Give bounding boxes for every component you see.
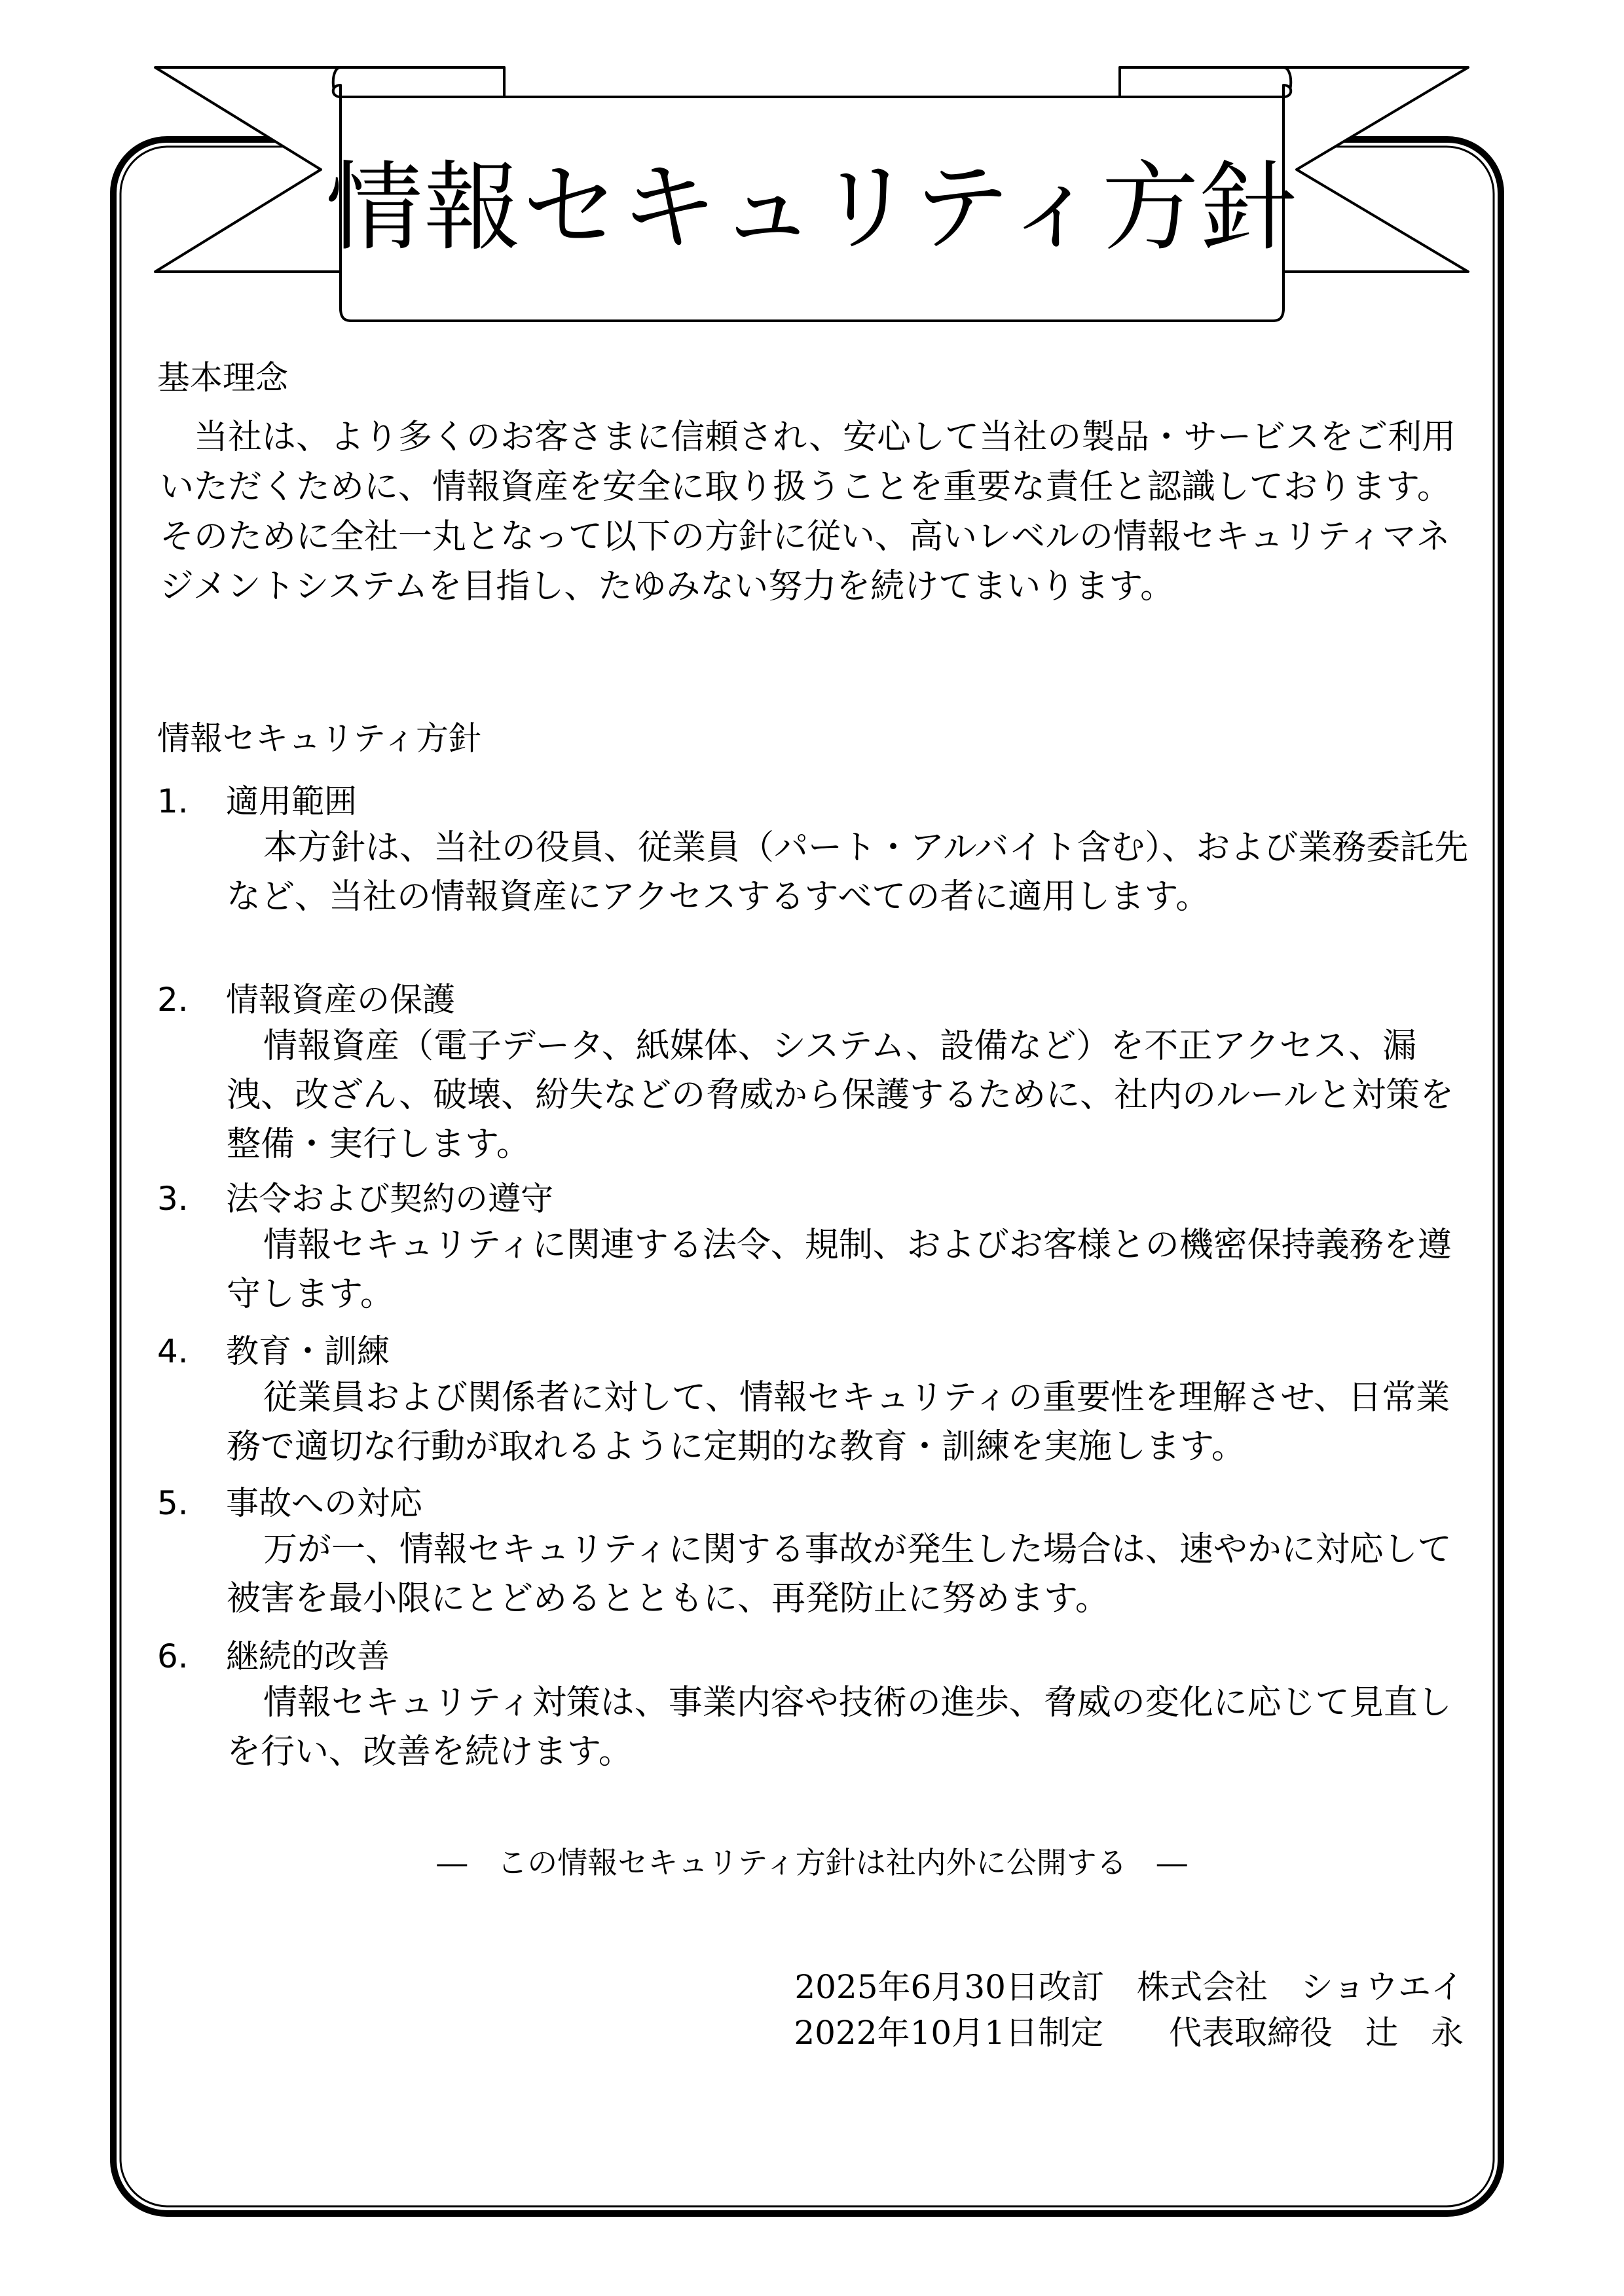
- policy-item-text: 情報セキュリティ対策は、事業内容や技術の進歩、脅威の変化に応じて見直しを行い、改善を続けます。: [227, 1683, 1452, 1772]
- revision-line: 2025年6月30日改訂 株式会社 ショウエイ: [794, 1968, 1464, 2006]
- policy-item-number: 3.: [157, 1180, 189, 1218]
- policy-item-title: 法令および契約の遵守: [226, 1180, 553, 1218]
- policy-item-3: [157, 1176, 1473, 1319]
- policy-item-number: 6.: [157, 1637, 189, 1675]
- policy-item-2: [157, 977, 1473, 1169]
- philosophy-body: [160, 412, 1473, 611]
- policy-item-text: 情報資産（電子データ、紙媒体、システム、設備など）を不正アクセス、漏洩、改ざん、破壊、紛失などの脅威から保護するために、社内のルールと対策を整備・実行します。: [227, 1027, 1454, 1164]
- policy-item-number: 1.: [157, 782, 189, 820]
- public-disclosure-note: ― この情報セキュリティ方針は社内外に公開する ―: [437, 1845, 1187, 1880]
- policy-item-6: [157, 1634, 1473, 1777]
- policy-item-body: [227, 1022, 1473, 1169]
- philosophy-heading: 基本理念: [157, 359, 288, 397]
- policy-item-body: [227, 1525, 1473, 1624]
- policy-item-1: [157, 779, 1473, 922]
- policy-item-number: 2.: [157, 981, 189, 1019]
- philosophy-text: 当社は、より多くのお客さまに信頼され、安心して当社の製品・サービスをご利用いただくために、情報資産を安全に取り扱うことを重要な責任と認識しております。そのために全社一丸となって以下の方針に従い、高いレベルの情報セキュリティマネジメントシステムを目指し、たゆみない努力を続けてまいります。: [160, 418, 1456, 606]
- policy-item-text: 本方針は、当社の役員、従業員（パート・アルバイト含む）、および業務委託先など、当社の情報資産にアクセスするすべての者に適用します。: [227, 828, 1469, 917]
- policy-item-text: 従業員および関係者に対して、情報セキュリティの重要性を理解させ、日常業務で適切な行動が取れるように定期的な教育・訓練を実施します。: [227, 1378, 1450, 1467]
- document-title: 情報セキュリティ方針: [325, 151, 1299, 264]
- policy-item-title: 適用範囲: [226, 782, 357, 820]
- policy-item-text: 万が一、情報セキュリティに関する事故が発生した場合は、速やかに対応して被害を最小限にとどめるとともに、再発防止に努めます。: [227, 1530, 1452, 1618]
- policy-item-text: 情報セキュリティに関連する法令、規制、およびお客様との機密保持義務を遵守します。: [227, 1226, 1452, 1314]
- policy-item-body: [227, 1221, 1473, 1319]
- establishment-line: 2022年10月1日制定 代表取締役 辻 永: [794, 2014, 1464, 2052]
- policy-item-number: 5.: [157, 1484, 189, 1522]
- policy-item-title: 情報資産の保護: [226, 981, 455, 1019]
- policy-item-body: [227, 1374, 1473, 1472]
- policy-item-title: 継続的改善: [226, 1637, 390, 1675]
- policy-item-title: 事故への対応: [226, 1484, 422, 1522]
- policy-item-number: 4.: [157, 1332, 189, 1370]
- policy-item-title: 教育・訓練: [226, 1332, 390, 1370]
- policy-item-5: [157, 1481, 1473, 1624]
- policy-item-body: [227, 1679, 1473, 1777]
- policy-item-body: [227, 824, 1473, 922]
- policy-item-4: [157, 1329, 1473, 1472]
- policy-heading: 情報セキュリティ方針: [157, 720, 481, 757]
